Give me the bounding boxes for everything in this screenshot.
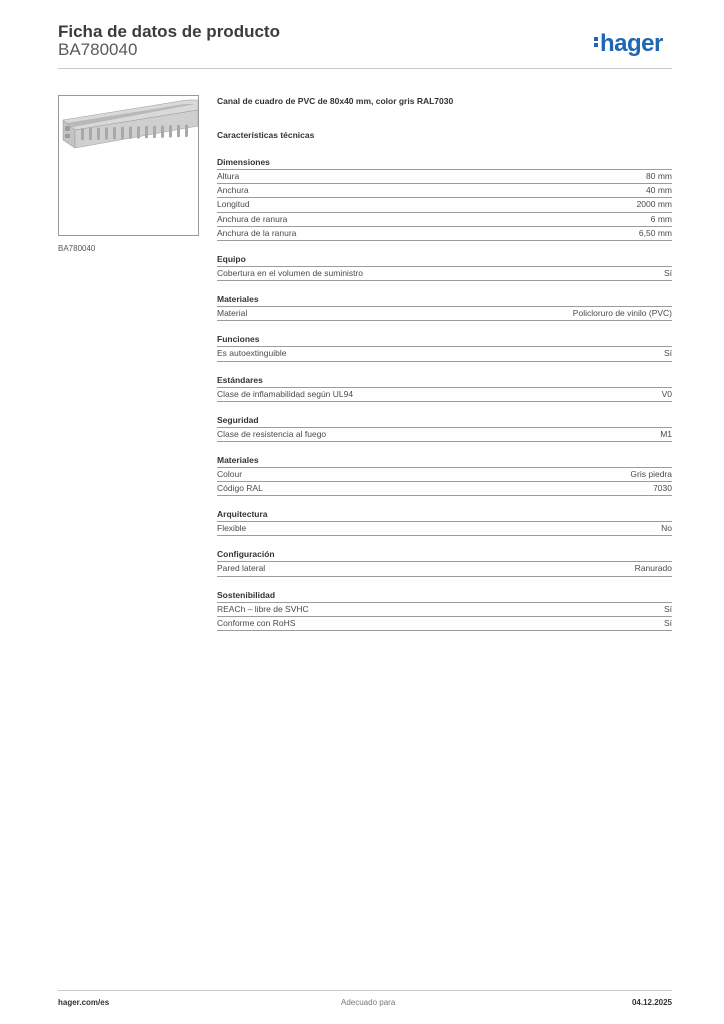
spec-label: Clase de resistencia al fuego bbox=[217, 428, 327, 439]
spec-panel bbox=[217, 96, 672, 631]
spec-label: Anchura de la ranura bbox=[217, 227, 297, 238]
section-title: Dimensiones bbox=[217, 157, 270, 167]
spec-row bbox=[217, 561, 672, 576]
spec-label: Código RAL bbox=[217, 483, 263, 494]
spec-label: Clase de inflamabilidad según UL94 bbox=[217, 388, 354, 399]
spec-section bbox=[217, 454, 672, 496]
spec-value: 80 mm bbox=[646, 171, 672, 181]
spec-label: Altura bbox=[217, 171, 240, 181]
product-code: BA780040 bbox=[58, 40, 138, 59]
spec-row bbox=[217, 197, 672, 211]
spec-value: 7030 bbox=[653, 483, 672, 494]
spec-section bbox=[217, 293, 672, 321]
logo-colon-icon bbox=[594, 35, 599, 49]
footer-date: 04.12.2025 bbox=[631, 998, 672, 1007]
spec-value: Sí bbox=[663, 603, 672, 614]
spec-value: No bbox=[661, 523, 672, 534]
spec-label: Colour bbox=[217, 468, 243, 479]
section-title: Materiales bbox=[217, 454, 259, 465]
footer-divider bbox=[58, 990, 672, 991]
spec-value: M1 bbox=[660, 428, 672, 439]
spec-section bbox=[217, 548, 672, 576]
spec-value: Sí bbox=[663, 348, 672, 359]
spec-label: Es autoextinguible bbox=[217, 348, 287, 359]
spec-row bbox=[217, 481, 672, 496]
section-title: Arquitectura bbox=[217, 509, 268, 520]
spec-row bbox=[217, 467, 672, 481]
spec-section bbox=[217, 508, 672, 536]
section-title: Funciones bbox=[217, 334, 260, 345]
spec-row bbox=[217, 266, 672, 281]
spec-label: Cobertura en el volumen de suministro bbox=[217, 267, 363, 278]
spec-section bbox=[217, 156, 672, 241]
spec-value: 6 mm bbox=[650, 213, 672, 224]
spec-section bbox=[217, 333, 672, 361]
spec-value: Gris piedra bbox=[630, 468, 672, 479]
spec-value: 2000 mm bbox=[636, 199, 672, 210]
spec-value: Policloruro de vinilo (PVC) bbox=[572, 308, 672, 319]
page-title: Ficha de datos de producto bbox=[58, 22, 280, 41]
spec-row bbox=[217, 521, 672, 536]
spec-row bbox=[217, 346, 672, 361]
footer-suitable-for: Adecuado para bbox=[341, 998, 396, 1007]
cable-duct-icon bbox=[59, 96, 198, 235]
spec-label: Longitud bbox=[217, 199, 250, 210]
spec-value: V0 bbox=[661, 388, 672, 399]
footer-website-link[interactable]: hager.com/es bbox=[58, 998, 110, 1007]
spec-label: Conforme con RoHS bbox=[217, 617, 296, 628]
section-title: Equipo bbox=[217, 253, 246, 264]
section-title: Estándares bbox=[217, 374, 263, 385]
spec-section bbox=[217, 253, 672, 281]
section-title: Materiales bbox=[217, 294, 259, 305]
spec-row bbox=[217, 183, 672, 197]
spec-value: Ranurado bbox=[634, 563, 672, 574]
spec-row bbox=[217, 306, 672, 321]
tech-heading: Características técnicas bbox=[217, 130, 315, 140]
section-title: Configuración bbox=[217, 549, 275, 560]
spec-label: Anchura de ranura bbox=[217, 213, 288, 224]
spec-row bbox=[217, 169, 672, 183]
spec-row bbox=[217, 226, 672, 241]
spec-section bbox=[217, 374, 672, 402]
spec-section bbox=[217, 414, 672, 442]
spec-row bbox=[217, 212, 672, 226]
spec-value: Sí bbox=[663, 267, 672, 278]
spec-section bbox=[217, 589, 672, 631]
spec-value: 40 mm bbox=[646, 185, 672, 196]
spec-label: Anchura bbox=[217, 185, 249, 196]
section-title: Seguridad bbox=[217, 414, 259, 425]
spec-value: Sí bbox=[663, 617, 672, 628]
product-description: Canal de cuadro de PVC de 80x40 mm, color gris RAL7030 bbox=[217, 96, 454, 106]
header-divider bbox=[58, 68, 672, 69]
spec-label: Pared lateral bbox=[217, 563, 266, 574]
spec-row bbox=[217, 616, 672, 631]
spec-value: 6,50 mm bbox=[638, 227, 672, 238]
spec-label: Material bbox=[217, 308, 248, 319]
product-image bbox=[58, 95, 199, 236]
spec-row bbox=[217, 427, 672, 442]
section-title: Sostenibilidad bbox=[217, 589, 276, 600]
image-caption: BA780040 bbox=[58, 244, 96, 253]
spec-row bbox=[217, 387, 672, 402]
hager-logo[interactable] bbox=[594, 30, 663, 58]
logo-text: hager bbox=[600, 30, 663, 57]
spec-label: Flexible bbox=[217, 523, 247, 534]
spec-label: REACh – libre de SVHC bbox=[217, 603, 309, 614]
spec-row bbox=[217, 602, 672, 616]
spec-sections bbox=[217, 156, 672, 631]
